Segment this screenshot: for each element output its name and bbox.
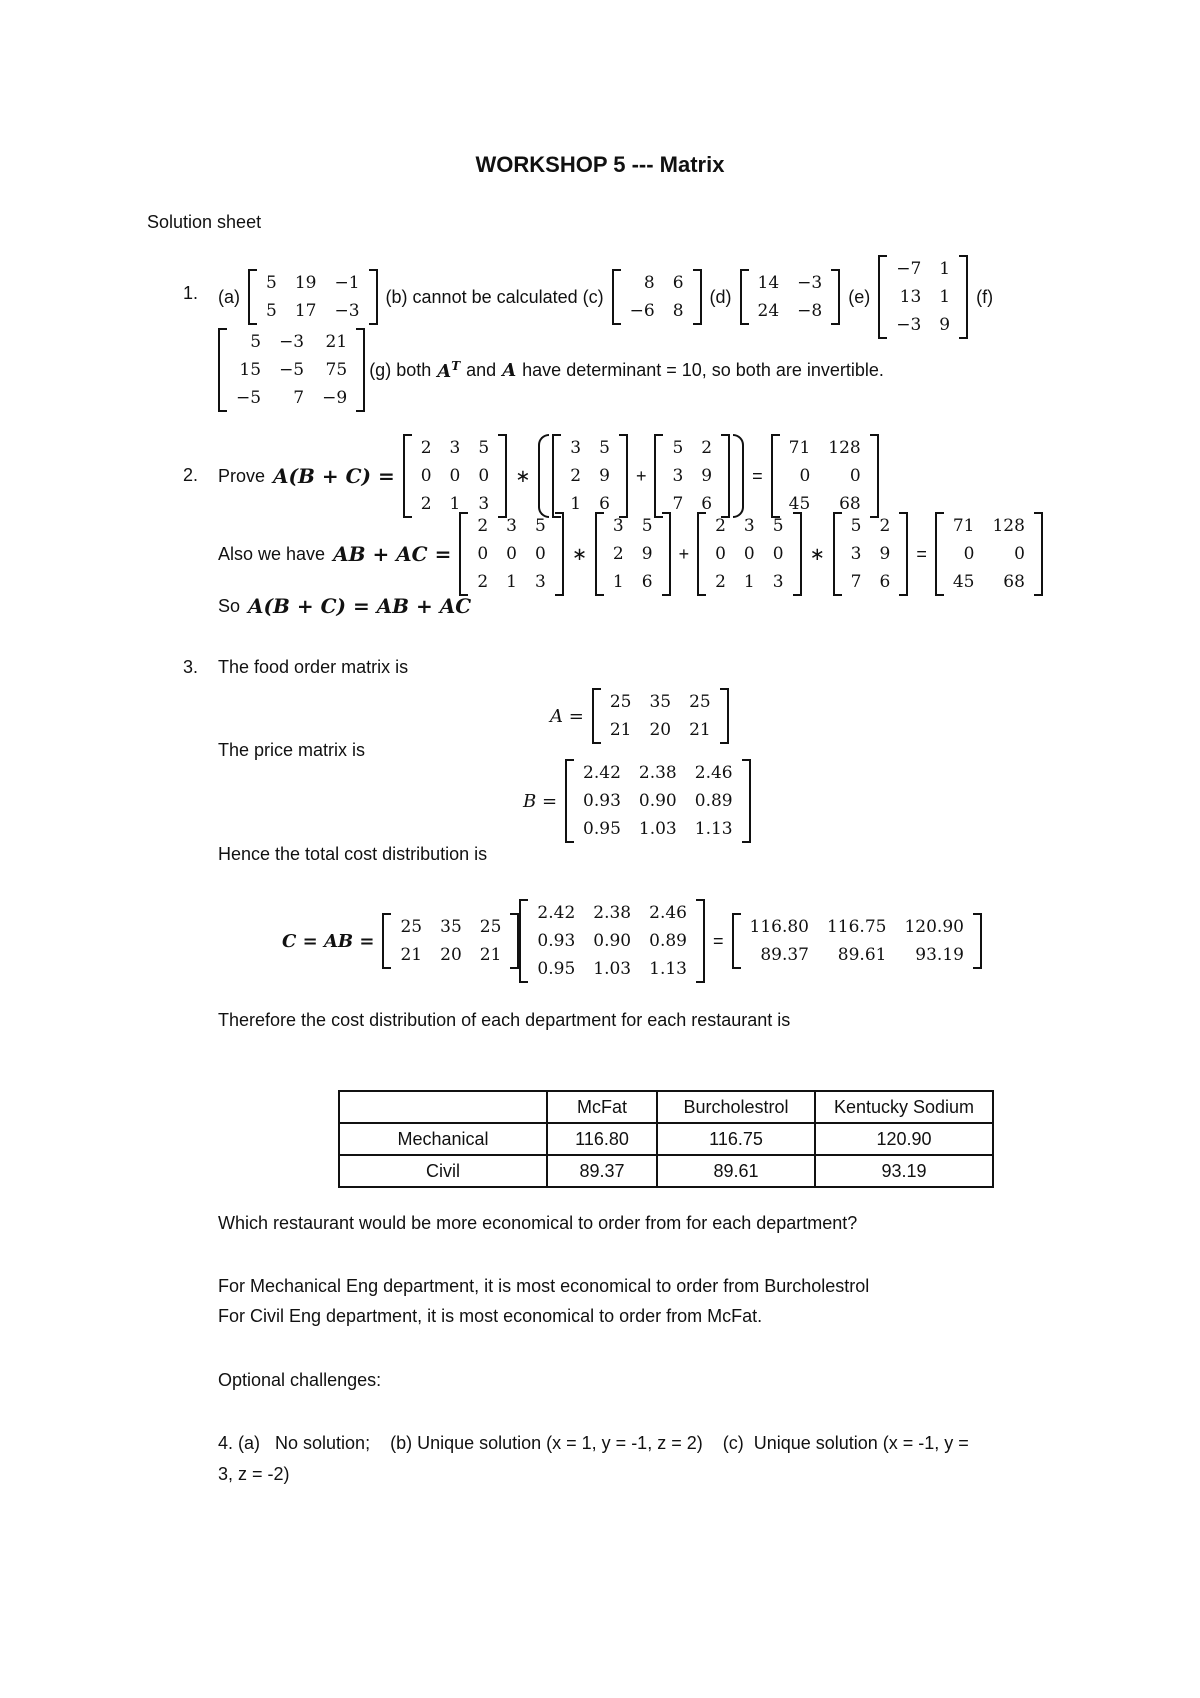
matrix-q1-f xyxy=(218,328,365,412)
table-cell: 116.75 xyxy=(657,1123,815,1155)
matrix-q2-A-3 xyxy=(697,512,801,596)
matrix-cell: 35 xyxy=(649,692,672,712)
paren-group xyxy=(538,434,744,518)
matrix-cell: 128 xyxy=(828,438,861,458)
matrix-cell: 1 xyxy=(570,494,582,514)
q3-C-eq xyxy=(282,898,982,984)
matrix-cell: 25 xyxy=(400,917,423,937)
matrix-cell: 3 xyxy=(743,516,755,536)
matrix-cell: 2 xyxy=(570,466,582,486)
q2-also: Also we have xyxy=(218,543,326,564)
q3-question: Which restaurant would be more economical to order from for each department? xyxy=(218,1213,858,1233)
matrix-cell: 68 xyxy=(1003,572,1025,592)
table-row xyxy=(339,1123,993,1155)
matrix-cell: 128 xyxy=(992,516,1025,536)
matrix-cell: 2 xyxy=(477,572,489,592)
matrix-cell: 71 xyxy=(952,516,975,536)
matrix-q1-d xyxy=(740,269,841,325)
table-header-row xyxy=(339,1091,993,1123)
q1-d-label: (d) xyxy=(709,286,732,307)
matrix-cell: 5 xyxy=(478,438,490,458)
matrix-cell: 6 xyxy=(599,494,610,514)
matrix-cell: 25 xyxy=(689,692,711,712)
q3-A-eq xyxy=(550,686,729,746)
table-cell: 120.90 xyxy=(815,1123,993,1155)
q1-g-text-1: (g) both xyxy=(369,359,432,380)
q1-g-text-2: and xyxy=(466,359,497,380)
matrix-q1-a xyxy=(248,269,378,325)
q1-g-A: A xyxy=(502,359,517,381)
table-cell: Mechanical xyxy=(339,1123,547,1155)
matrix-cell: 9 xyxy=(641,544,653,564)
matrix-cell: 3 xyxy=(506,516,517,536)
matrix-cell: 0 xyxy=(420,466,432,486)
matrix-cell: 8 xyxy=(672,301,684,321)
matrix-q2-A-2 xyxy=(459,512,563,596)
q2-line2 xyxy=(218,514,1043,594)
matrix-cell: 21 xyxy=(609,720,632,740)
table-cell: 89.37 xyxy=(547,1155,657,1187)
times-sign: ∗ xyxy=(809,543,825,564)
matrix-cell: 3 xyxy=(449,438,461,458)
matrix-q3-B-2 xyxy=(519,899,705,983)
matrix-cell: 5 xyxy=(266,273,277,293)
matrix-cell: −3 xyxy=(279,332,305,352)
matrix-cell: 0 xyxy=(449,466,461,486)
matrix-cell: 2 xyxy=(701,438,713,458)
q3-number: 3. xyxy=(183,657,199,677)
matrix-cell: 0 xyxy=(849,466,861,486)
matrix-cell: 15 xyxy=(239,360,262,380)
equals-sign: = xyxy=(916,543,927,564)
matrix-q3-C xyxy=(732,913,982,969)
matrix-cell: 2 xyxy=(477,516,489,536)
matrix-cell: 2 xyxy=(715,572,726,592)
matrix-cell: 3 xyxy=(850,544,862,564)
matrix-cell: 35 xyxy=(440,917,462,937)
table-cell: 116.80 xyxy=(547,1123,657,1155)
matrix-cell: 14 xyxy=(757,273,780,293)
matrix-cell: 5 xyxy=(641,516,653,536)
matrix-cell: 0.90 xyxy=(593,931,632,951)
matrix-cell: 1.03 xyxy=(593,959,632,979)
matrix-q2-B xyxy=(552,434,628,518)
matrix-cell: 0 xyxy=(772,544,784,564)
matrix-cell: −7 xyxy=(896,259,922,279)
matrix-cell: 2 xyxy=(420,438,432,458)
matrix-q2-result-2 xyxy=(935,512,1043,596)
matrix-cell: 0 xyxy=(478,466,490,486)
matrix-cell: 5 xyxy=(672,438,684,458)
matrix-cell: 2.42 xyxy=(537,903,576,923)
matrix-cell: 2.38 xyxy=(638,763,677,783)
matrix-cell: 68 xyxy=(839,494,861,514)
q4-line2: 3, z = -2) xyxy=(218,1464,290,1484)
q1-b-text: (b) cannot be calculated (c) xyxy=(385,286,604,307)
q2-conclusion: A(B + C) = AB + AC xyxy=(248,594,472,618)
q3-B-label: B = xyxy=(523,790,558,812)
matrix-cell: 13 xyxy=(899,287,922,307)
table-cell: 93.19 xyxy=(815,1155,993,1187)
q1-g-AT: $A^T$ xyxy=(437,358,461,382)
matrix-cell: −5 xyxy=(279,360,305,380)
table-header-cell: McFat xyxy=(547,1091,657,1123)
matrix-cell: 45 xyxy=(952,572,975,592)
table-header-cell xyxy=(339,1091,547,1123)
matrix-cell: 7 xyxy=(672,494,684,514)
q3-price-text: The price matrix is xyxy=(218,740,366,760)
q4-line1: 4. (a) No solution; (b) Unique solution (x = 1, y = -1, z = 2) (c) Unique solution (x = -1, y = xyxy=(218,1433,969,1453)
q3-hence-text: Hence the total cost distribution is xyxy=(218,844,488,864)
table-cell: Civil xyxy=(339,1155,547,1187)
matrix-cell: 1 xyxy=(506,572,517,592)
matrix-cell: 3 xyxy=(478,494,490,514)
matrix-cell: 21 xyxy=(325,332,348,352)
q2-prove: Prove xyxy=(218,465,266,486)
matrix-cell: 20 xyxy=(440,945,462,965)
matrix-q2-B-2 xyxy=(595,512,671,596)
matrix-cell: 0 xyxy=(477,544,489,564)
q2-number: 2. xyxy=(183,465,199,485)
matrix-cell: 0.90 xyxy=(638,791,677,811)
q3-B-eq xyxy=(523,758,751,844)
q3-A-label: A = xyxy=(550,705,584,727)
matrix-cell: 2.38 xyxy=(593,903,632,923)
table-cell: 89.61 xyxy=(657,1155,815,1187)
q1-e-label: (e) xyxy=(848,286,871,307)
matrix-cell: 3 xyxy=(570,438,582,458)
q2-line1 xyxy=(218,436,879,516)
matrix-cell: 1.13 xyxy=(649,959,687,979)
matrix-cell: 24 xyxy=(757,301,780,321)
matrix-cell: 0.95 xyxy=(537,959,576,979)
matrix-cell: 6 xyxy=(879,572,891,592)
matrix-cell: 120.90 xyxy=(904,917,964,937)
matrix-cell: 3 xyxy=(612,516,624,536)
matrix-cell: 9 xyxy=(939,315,951,335)
q3-therefore-text: Therefore the cost distribution of each department for each restaurant is xyxy=(218,1010,791,1030)
matrix-q3-B xyxy=(565,759,751,843)
matrix-cell: 0 xyxy=(534,544,546,564)
q1-f-label: (f) xyxy=(976,286,994,307)
matrix-cell: 1 xyxy=(612,572,624,592)
matrix-cell: 89.61 xyxy=(837,945,887,965)
equals-sign: = xyxy=(752,465,763,486)
matrix-cell: −5 xyxy=(236,388,262,408)
equals-sign: = xyxy=(712,930,724,951)
matrix-cell: −3 xyxy=(797,273,823,293)
matrix-cell: 75 xyxy=(325,360,348,380)
matrix-cell: 1.13 xyxy=(694,819,733,839)
matrix-cell: 2 xyxy=(879,516,891,536)
matrix-cell: 45 xyxy=(788,494,811,514)
matrix-cell: 1.03 xyxy=(638,819,677,839)
times-sign: ∗ xyxy=(571,543,587,564)
matrix-cell: 1 xyxy=(743,572,755,592)
matrix-cell: 71 xyxy=(788,438,811,458)
matrix-cell: 89.37 xyxy=(760,945,809,965)
q2-line3 xyxy=(218,594,471,618)
matrix-cell: 1 xyxy=(939,287,951,307)
matrix-cell: 19 xyxy=(294,273,317,293)
subtitle: Solution sheet xyxy=(147,212,262,232)
matrix-cell: 5 xyxy=(534,516,546,536)
table-header-cell: Burcholestrol xyxy=(657,1091,815,1123)
matrix-cell: 2 xyxy=(420,494,432,514)
matrix-q2-C-2 xyxy=(833,512,909,596)
matrix-cell: 0.89 xyxy=(649,931,687,951)
matrix-cell: 0 xyxy=(506,544,517,564)
optional-heading: Optional challenges: xyxy=(218,1370,382,1390)
q1-a-label: (a) xyxy=(218,286,240,307)
matrix-cell: 3 xyxy=(672,466,684,486)
matrix-cell: 9 xyxy=(701,466,713,486)
table-header-cell: Kentucky Sodium xyxy=(815,1091,993,1123)
q1-number: 1. xyxy=(183,283,199,303)
matrix-cell: 8 xyxy=(643,273,655,293)
times-sign: ∗ xyxy=(515,465,531,486)
matrix-cell: 21 xyxy=(479,945,502,965)
matrix-cell: 0 xyxy=(963,544,975,564)
matrix-q2-A xyxy=(403,434,507,518)
matrix-cell: 9 xyxy=(879,544,891,564)
matrix-cell: 2.46 xyxy=(694,763,733,783)
matrix-cell: 6 xyxy=(701,494,713,514)
matrix-cell: 7 xyxy=(293,388,305,408)
matrix-cell: 0.93 xyxy=(583,791,621,811)
matrix-cell: 7 xyxy=(850,572,862,592)
matrix-cell: 0 xyxy=(743,544,755,564)
q3-answer-mech: For Mechanical Eng department, it is most economical to order from Burcholestrol xyxy=(218,1276,870,1296)
matrix-cell: 5 xyxy=(250,332,262,352)
matrix-cell: −3 xyxy=(334,301,360,321)
q1-g-text-3: have determinant = 10, so both are invertible. xyxy=(522,359,884,380)
matrix-cell: 20 xyxy=(649,720,672,740)
matrix-q3-A-2 xyxy=(382,913,519,969)
q3-food-text: The food order matrix is xyxy=(218,657,409,677)
q2-lhs2: AB + AC = xyxy=(333,542,452,566)
matrix-cell: 17 xyxy=(294,301,317,321)
q2-so: So xyxy=(218,595,241,616)
plus-sign: + xyxy=(678,543,690,564)
matrix-cell: −9 xyxy=(322,388,348,408)
matrix-cell: 0 xyxy=(1014,544,1025,564)
matrix-cell: 6 xyxy=(641,572,653,592)
matrix-q1-e xyxy=(878,255,968,339)
matrix-cell: 5 xyxy=(850,516,862,536)
cost-table xyxy=(338,1090,994,1188)
matrix-cell: 116.75 xyxy=(826,917,887,937)
matrix-cell: 21 xyxy=(689,720,711,740)
matrix-cell: 3 xyxy=(772,572,784,592)
matrix-cell: 5 xyxy=(266,301,277,321)
matrix-q2-C xyxy=(654,434,730,518)
page-title: WORKSHOP 5 --- Matrix xyxy=(475,152,725,177)
matrix-cell: 9 xyxy=(599,466,610,486)
table-row xyxy=(339,1155,993,1187)
matrix-cell: 3 xyxy=(534,572,546,592)
matrix-cell: 0 xyxy=(799,466,811,486)
matrix-q3-A xyxy=(592,688,729,744)
matrix-cell: 0.95 xyxy=(583,819,621,839)
matrix-q2-result xyxy=(771,434,879,518)
matrix-cell: −3 xyxy=(896,315,922,335)
matrix-q1-c xyxy=(612,269,702,325)
q3-C-label: C = AB = xyxy=(282,930,375,952)
matrix-cell: 0 xyxy=(715,544,726,564)
matrix-cell: 6 xyxy=(672,273,684,293)
matrix-cell: −6 xyxy=(629,301,655,321)
q2-lhs1: A(B + C) = xyxy=(273,464,395,488)
plus-sign: + xyxy=(635,465,647,486)
matrix-cell: 2 xyxy=(715,516,726,536)
matrix-cell: 2.42 xyxy=(583,763,621,783)
matrix-cell: 116.80 xyxy=(749,917,809,937)
matrix-cell: 93.19 xyxy=(915,945,964,965)
matrix-cell: −1 xyxy=(334,273,360,293)
matrix-cell: 2 xyxy=(612,544,624,564)
matrix-cell: 2.46 xyxy=(649,903,687,923)
matrix-cell: 5 xyxy=(599,438,610,458)
matrix-cell: 25 xyxy=(609,692,632,712)
matrix-cell: 21 xyxy=(400,945,423,965)
matrix-cell: −8 xyxy=(797,301,823,321)
matrix-cell: 25 xyxy=(479,917,502,937)
q3-answer-civil: For Civil Eng department, it is most economical to order from McFat. xyxy=(218,1306,763,1326)
matrix-cell: 1 xyxy=(449,494,461,514)
q1-line2 xyxy=(218,330,884,410)
matrix-cell: 1 xyxy=(939,259,951,279)
matrix-cell: 0.89 xyxy=(694,791,733,811)
matrix-cell: 0.93 xyxy=(537,931,576,951)
matrix-cell: 5 xyxy=(772,516,784,536)
